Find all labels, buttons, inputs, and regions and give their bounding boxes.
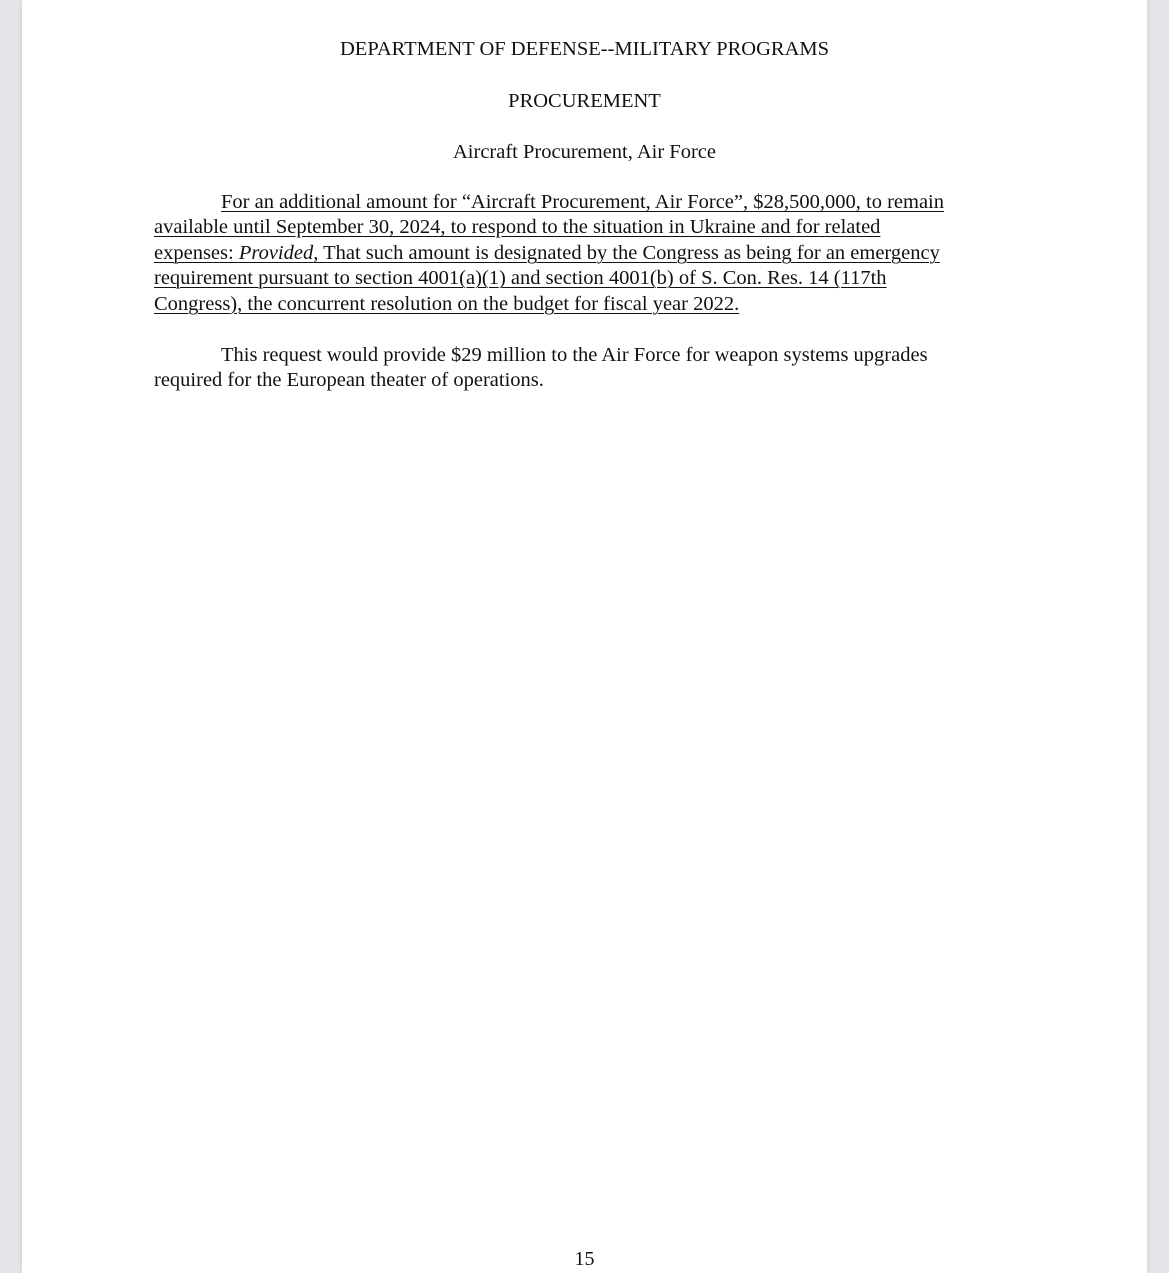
subsection-heading: Aircraft Procurement, Air Force: [453, 141, 716, 163]
amendment-line-3-prefix: expenses:: [154, 241, 239, 264]
amendment-line-2: available until September 30, 2024, to respond to the situation in Ukraine and for related: [154, 216, 881, 239]
justification-line-1: This request would provide $29 million to the Air Force for weapon systems upgrades: [221, 344, 928, 366]
section-heading: PROCUREMENT: [508, 90, 661, 112]
amendment-line-3: [154, 241, 1014, 266]
department-heading: DEPARTMENT OF DEFENSE--MILITARY PROGRAMS: [340, 38, 829, 60]
amendment-line-4: requirement pursuant to section 4001(a)(1) and section 4001(b) of S. Con. Res. 14 (117th: [154, 267, 887, 290]
amendment-line-1: For an additional amount for “Aircraft Procurement, Air Force”, $28,500,000, to remain: [221, 191, 944, 213]
justification-line-2: required for the European theater of operations.: [154, 369, 544, 392]
justification-paragraph: [154, 343, 1014, 394]
provided-italic-text: Provided: [238, 241, 314, 264]
amendment-line-5: Congress), the concurrent resolution on the budget for fiscal year 2022.: [154, 292, 740, 315]
page-number: 15: [574, 1248, 595, 1270]
document-page: [22, 0, 1147, 1273]
amendment-line-3-suffix: , That such amount is designated by the Congress as being for an emergency: [313, 241, 940, 264]
amendment-paragraph: [154, 190, 1014, 317]
